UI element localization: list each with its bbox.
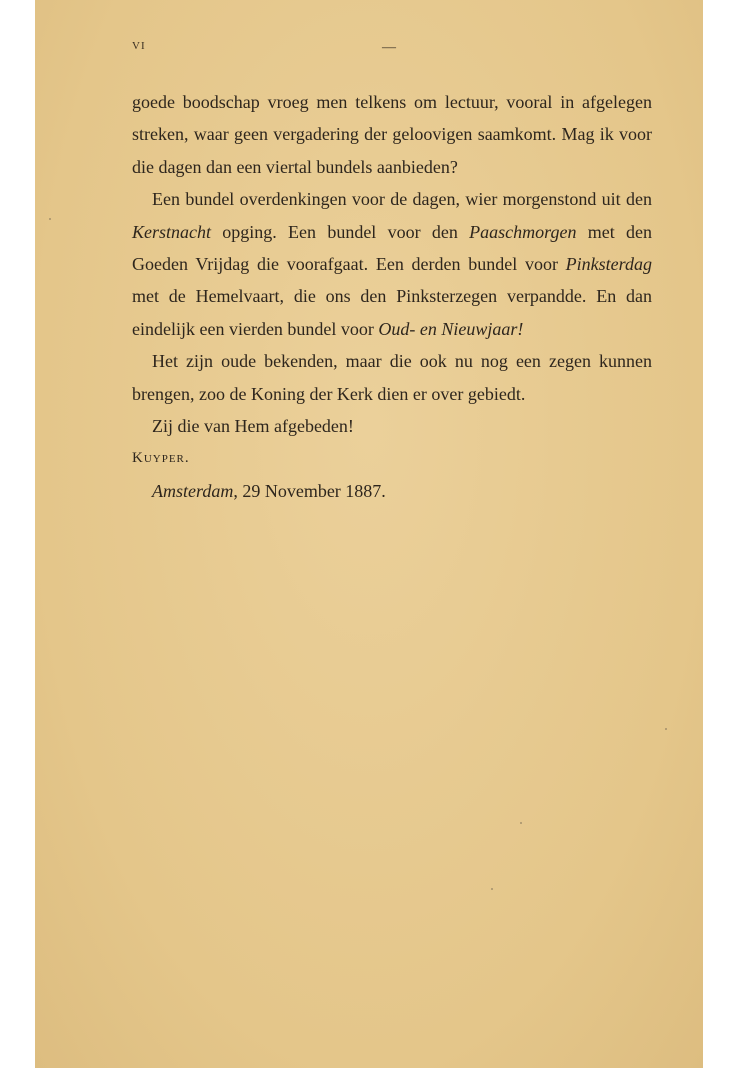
oud-nieuwjaar-term: Oud- en Nieuwjaar! (378, 318, 524, 339)
kerstnacht-term: Kerstnacht (132, 221, 211, 242)
pinksterdag-term: Pinksterdag (565, 254, 652, 275)
page-number: VI (132, 40, 146, 52)
header-dash: — (382, 40, 396, 55)
place-name: Amsterdam (152, 480, 234, 501)
paper-speck (520, 822, 522, 824)
paper-speck (665, 728, 667, 730)
author-signature: Kuyper. (132, 450, 190, 467)
paragraph-2-text-d: met de Hemelvaart, die ons den Pinksterzegen verpandde. En dan eindelijk een vierden bundel voor (132, 286, 652, 339)
paper-speck (491, 888, 493, 890)
paragraph-2-text-a: Een bundel overdenkingen voor de dagen, wier morgenstond uit den (152, 189, 652, 210)
paragraph-2-text-b: opging. Een bundel voor den (211, 221, 470, 242)
paragraph-2 (132, 183, 652, 345)
date-text: , 29 November 1887. (233, 480, 386, 501)
paaschmorgen-term: Paaschmorgen (469, 221, 577, 242)
paragraph-3: Het zijn oude bekenden, maar die ook nu nog een zegen kunnen brengen, zoo de Koning der Kerk dien er over gebiedt. (132, 351, 652, 404)
page-header (132, 40, 652, 60)
paper-speck (49, 218, 51, 220)
place-date-line (132, 475, 652, 507)
book-page (35, 0, 703, 1068)
paragraph-2-text-c: met den Goeden Vrijdag die voorafgaat. Een derden bundel voor (132, 221, 652, 275)
paragraph-1: goede boodschap vroeg men telkens om lectuur, vooral in afgelegen streken, waar geen vergadering der geloovigen saamkomt. Mag ik voor die dagen dan een viertal bundels aanbieden? (132, 92, 652, 177)
paragraph-4: Zij die van Hem afgebeden! (152, 416, 354, 437)
body-text (132, 86, 652, 507)
